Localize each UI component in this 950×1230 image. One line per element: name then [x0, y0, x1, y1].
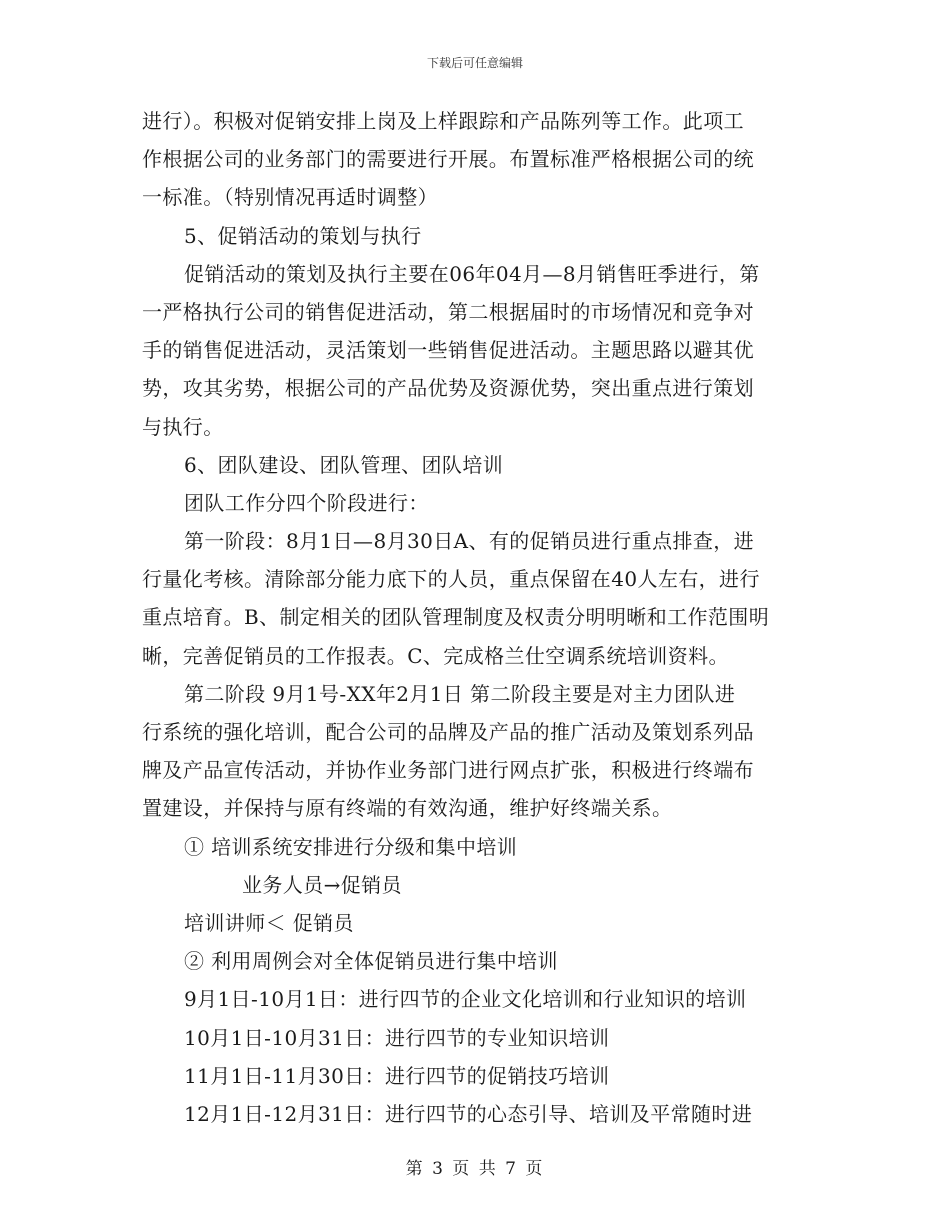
text-line: 作根据公司的业务部门的需要进行开展。布置标准严格根据公司的统 [142, 147, 754, 172]
text-line: ② 利用周例会对全体促销员进行集中培训 [184, 949, 558, 974]
text-line: 10月1日-10月31日：进行四节的专业知识培训 [184, 1025, 610, 1050]
text-line: 12月1日-12月31日：进行四节的心态引导、培训及平常随时进 [184, 1101, 753, 1126]
text-line: 第二阶段 9月1号-XX年2月1日 第二阶段主要是对主力团队进 [184, 681, 736, 706]
text-line: 重点培育。B、制定相关的团队管理制度及权责分明明晰和工作范围明 [142, 605, 770, 630]
text-line: 11月1日-11月30日：进行四节的促销技巧培训 [184, 1063, 610, 1088]
text-line: 与执行。 [142, 414, 224, 439]
text-line: 业务人员→促销员 [242, 872, 402, 897]
text-line: 6、团队建设、团队管理、团队培训 [184, 452, 504, 477]
text-line: 晰，完善促销员的工作报表。C、完成格兰仕空调系统培训资料。 [142, 643, 729, 668]
text-line: 牌及产品宣传活动，并协作业务部门进行网点扩张，积极进行终端布 [142, 758, 754, 783]
text-line: 一标准。（特别情况再适时调整） [142, 185, 438, 210]
text-line: 手的销售促进活动，灵活策划一些销售促进活动。主题思路以避其优 [142, 338, 754, 363]
text-line: 5、促销活动的策划与执行 [184, 223, 422, 248]
text-line: 置建设，并保持与原有终端的有效沟通，维护好终端关系。 [142, 796, 673, 821]
text-line: 进行）。积极对促销安排上岗及上样跟踪和产品陈列等工作。此项工 [142, 109, 744, 133]
document-body [142, 102, 822, 1133]
text-line: 9月1日-10月1日：进行四节的企业文化培训和行业知识的培训 [184, 987, 747, 1012]
text-line: 第一阶段：8月1日—8月30日A、有的促销员进行重点排查，进 [184, 529, 755, 554]
text-line: ① 培训系统安排进行分级和集中培训 [184, 834, 518, 859]
text-line: 促销活动的策划及执行主要在06年04月—8月销售旺季进行，第 [184, 261, 760, 286]
page-header: 下载后可任意编辑 [426, 56, 523, 70]
text-line: 行量化考核。清除部分能力底下的人员，重点保留在40人左右，进行 [142, 567, 760, 592]
text-line: 一严格执行公司的销售促进活动，第二根据届时的市场情况和竞争对 [142, 299, 754, 324]
page-footer: 第 3 页 共 7 页 [405, 1159, 545, 1179]
text-line: 团队工作分四个阶段进行： [184, 490, 429, 515]
text-line: 行系统的强化培训，配合公司的品牌及产品的推广活动及策划系列品 [142, 720, 754, 744]
text-line: 培训讲师＜ 促销员 [184, 910, 354, 935]
text-line: 势，攻其劣势，根据公司的产品优势及资源优势，突出重点进行策划 [142, 376, 754, 401]
